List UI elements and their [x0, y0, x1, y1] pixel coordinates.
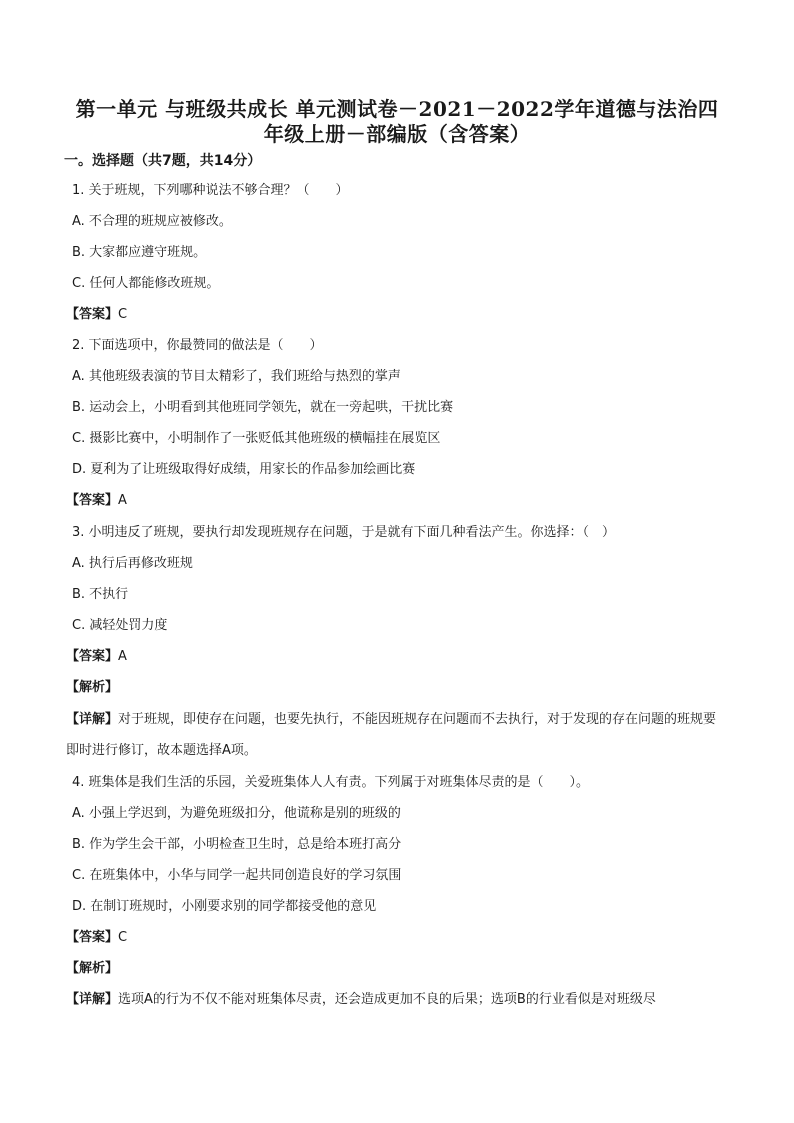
answer-value: C	[118, 930, 128, 945]
answer-value: A	[118, 493, 127, 508]
doc-title-line2: 年级上册－部编版（含答案）	[263, 122, 531, 146]
q1-option-c: C. 任何人都能修改班规。	[72, 276, 220, 291]
q1-stem: 1. 关于班规，下列哪种说法不够合理？（ ）	[72, 183, 349, 198]
q4-detail	[66, 991, 728, 1009]
detail-text: 选项A的行为不仅不能对班集体尽责，还会造成更加不良的后果；选项B的行业看似是对班级尽	[118, 992, 656, 1007]
q1-answer	[66, 306, 127, 324]
q4-analysis-tag: 【解析】	[66, 961, 119, 976]
q4-answer	[66, 929, 127, 947]
answer-tag: 【答案】	[66, 493, 119, 508]
q2-option-a: A. 其他班级表演的节目太精彩了，我们班给与热烈的掌声	[72, 369, 401, 384]
q3-stem: 3. 小明违反了班规，要执行却发现班规存在问题，于是就有下面几种看法产生。你选择：（ ）	[72, 525, 616, 540]
section-heading: 一。选择题（共7题，共14分）	[64, 153, 262, 169]
answer-tag: 【答案】	[66, 649, 119, 664]
q4-option-d: D. 在制订班规时，小刚要求别的同学都接受他的意见	[72, 899, 377, 914]
answer-value: A	[118, 649, 127, 664]
answer-tag: 【答案】	[66, 307, 119, 322]
detail-text: 对于班规，即使存在问题，也要先执行，不能因班规存在问题而不去执行，对于发现的存在问题的班规要即时进行修订，故本题选择A项。	[66, 712, 717, 758]
q2-option-d: D. 夏利为了让班级取得好成绩，用家长的作品参加绘画比赛	[72, 462, 416, 477]
q3-option-a: A. 执行后再修改班规	[72, 556, 193, 571]
q4-option-b: B. 作为学生会干部，小明检查卫生时，总是给本班打高分	[72, 837, 402, 852]
q4-option-a: A. 小强上学迟到，为避免班级扣分，他谎称是别的班级的	[72, 806, 401, 821]
q1-option-a: A. 不合理的班规应被修改。	[72, 214, 232, 229]
answer-tag: 【答案】	[66, 930, 119, 945]
q4-stem: 4. 班集体是我们生活的乐园，关爱班集体人人有责。下列属于对班集体尽责的是（ ）。	[72, 775, 590, 790]
detail-tag: 【详解】	[66, 992, 119, 1007]
q4-option-c: C. 在班集体中，小华与同学一起共同创造良好的学习氛围	[72, 868, 402, 883]
detail-tag: 【详解】	[66, 712, 119, 727]
q1-option-b: B. 大家都应遵守班规。	[72, 245, 207, 260]
q2-option-b: B. 运动会上，小明看到其他班同学领先，就在一旁起哄，干扰比赛	[72, 400, 454, 415]
doc-title-line1: 第一单元 与班级共成长 单元测试卷－2021－2022学年道德与法治四	[75, 97, 719, 121]
q3-analysis-tag: 【解析】	[66, 680, 119, 695]
q3-option-c: C. 减轻处罚力度	[72, 618, 168, 633]
q2-option-c: C. 摄影比赛中，小明制作了一张贬低其他班级的横幅挂在展览区	[72, 431, 441, 446]
q3-option-b: B. 不执行	[72, 587, 129, 602]
q2-answer	[66, 492, 127, 510]
q3-answer	[66, 648, 127, 666]
answer-value: C	[118, 307, 128, 322]
q2-stem: 2. 下面选项中，你最赞同的做法是（ ）	[72, 338, 323, 353]
q3-detail	[66, 704, 724, 766]
